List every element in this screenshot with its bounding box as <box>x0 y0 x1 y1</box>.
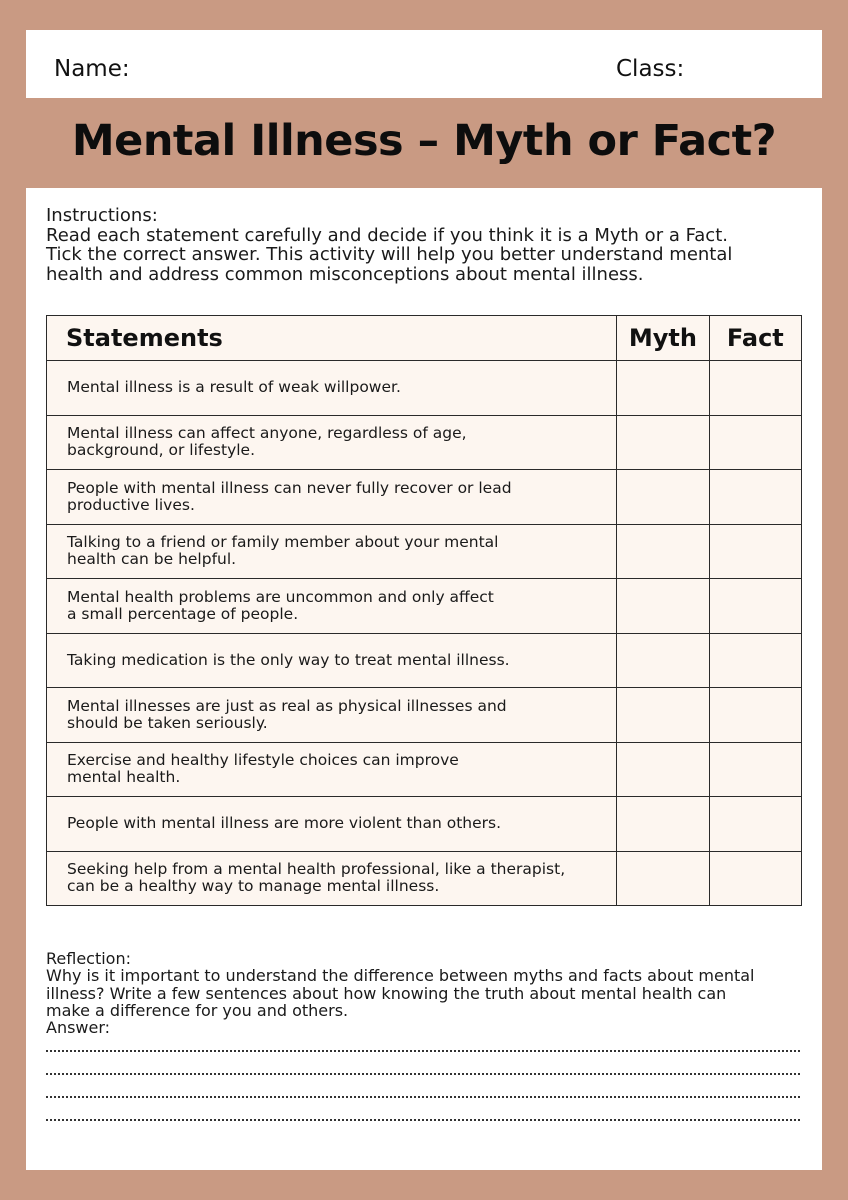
fact-column-header: Fact <box>709 316 801 361</box>
statement-text: Exercise and healthy lifestyle choices can improve <box>67 751 459 770</box>
worksheet-title: Mental Illness – Myth or Fact? <box>71 116 777 166</box>
table-row <box>47 415 802 470</box>
statement-cell <box>47 797 617 852</box>
reflection-heading: Reflection: <box>46 949 131 968</box>
fact-tick-box[interactable] <box>709 742 801 797</box>
statement-text: Mental illness is a result of weak willpower. <box>67 378 401 397</box>
answer-writing-line[interactable] <box>46 1119 800 1121</box>
answer-writing-line[interactable] <box>46 1050 800 1052</box>
table-row <box>47 633 802 688</box>
fact-tick-box[interactable] <box>709 579 801 634</box>
fact-tick-box[interactable] <box>709 470 801 525</box>
reflection-line: illness? Write a few sentences about how knowing the truth about mental health can <box>46 983 727 1003</box>
statement-text: Mental illnesses are just as real as physical illnesses and <box>67 696 507 715</box>
instructions-line: health and address common misconceptions about mental illness. <box>46 263 644 285</box>
statement-cell <box>47 851 617 906</box>
answer-label: Answer: <box>46 1018 111 1038</box>
myth-tick-box[interactable] <box>617 361 710 416</box>
statement-cell <box>47 742 617 797</box>
instructions-block <box>46 206 806 284</box>
myth-tick-box[interactable] <box>617 579 710 634</box>
myth-column-header: Myth <box>617 316 710 361</box>
name-field-label[interactable]: Name: <box>54 56 130 82</box>
table-row <box>47 688 802 743</box>
statement-cell <box>47 415 617 470</box>
statement-text: background, or lifestyle. <box>67 441 256 460</box>
statement-cell <box>47 361 617 416</box>
myth-fact-table <box>46 315 802 906</box>
fact-tick-box[interactable] <box>709 361 801 416</box>
statement-text: a small percentage of people. <box>67 604 299 623</box>
myth-tick-box[interactable] <box>617 742 710 797</box>
myth-tick-box[interactable] <box>617 851 710 906</box>
table-header-row <box>47 316 802 361</box>
statement-cell <box>47 633 617 688</box>
statement-cell <box>47 688 617 743</box>
statement-text: productive lives. <box>67 495 195 514</box>
statement-text: health can be helpful. <box>67 550 237 569</box>
statement-text: People with mental illness can never fully recover or lead <box>67 478 512 497</box>
statement-text: Seeking help from a mental health professional, like a therapist, <box>67 860 566 879</box>
myth-tick-box[interactable] <box>617 633 710 688</box>
myth-tick-box[interactable] <box>617 797 710 852</box>
statement-text: Talking to a friend or family member about your mental <box>67 533 499 552</box>
statement-text: Taking medication is the only way to treat mental illness. <box>67 650 510 669</box>
answer-writing-line[interactable] <box>46 1073 800 1075</box>
statement-text: Mental illness can affect anyone, regardless of age, <box>67 424 467 443</box>
fact-tick-box[interactable] <box>709 851 801 906</box>
fact-tick-box[interactable] <box>709 415 801 470</box>
table-row <box>47 742 802 797</box>
fact-tick-box[interactable] <box>709 633 801 688</box>
fact-tick-box[interactable] <box>709 797 801 852</box>
name-class-bar <box>26 30 822 98</box>
statement-cell <box>47 579 617 634</box>
statement-cell <box>47 524 617 579</box>
fact-tick-box[interactable] <box>709 524 801 579</box>
table-row <box>47 470 802 525</box>
reflection-line: Why is it important to understand the difference between myths and facts about mental <box>46 966 755 986</box>
statement-text: can be a healthy way to manage mental illness. <box>67 877 440 896</box>
reflection-block <box>46 950 806 1036</box>
statement-text: should be taken seriously. <box>67 713 268 732</box>
fact-tick-box[interactable] <box>709 688 801 743</box>
myth-tick-box[interactable] <box>617 415 710 470</box>
instructions-line: Read each statement carefully and decide if you think it is a Myth or a Fact. <box>46 224 728 246</box>
myth-tick-box[interactable] <box>617 688 710 743</box>
myth-tick-box[interactable] <box>617 524 710 579</box>
table-row <box>47 361 802 416</box>
reflection-line: make a difference for you and others. <box>46 1000 349 1020</box>
class-field-label[interactable]: Class: <box>616 56 685 82</box>
statement-text: People with mental illness are more violent than others. <box>67 814 502 833</box>
table-row <box>47 851 802 906</box>
instructions-line: Tick the correct answer. This activity will help you better understand mental <box>46 244 733 265</box>
statements-column-header: Statements <box>47 316 617 361</box>
statement-text: mental health. <box>67 768 181 787</box>
instructions-heading: Instructions: <box>46 205 158 226</box>
worksheet-sheet <box>26 188 822 1170</box>
table-row <box>47 579 802 634</box>
table-row <box>47 524 802 579</box>
statement-cell <box>47 470 617 525</box>
statement-text: Mental health problems are uncommon and only affect <box>67 587 494 606</box>
myth-tick-box[interactable] <box>617 470 710 525</box>
answer-writing-line[interactable] <box>46 1096 800 1098</box>
table-row <box>47 797 802 852</box>
